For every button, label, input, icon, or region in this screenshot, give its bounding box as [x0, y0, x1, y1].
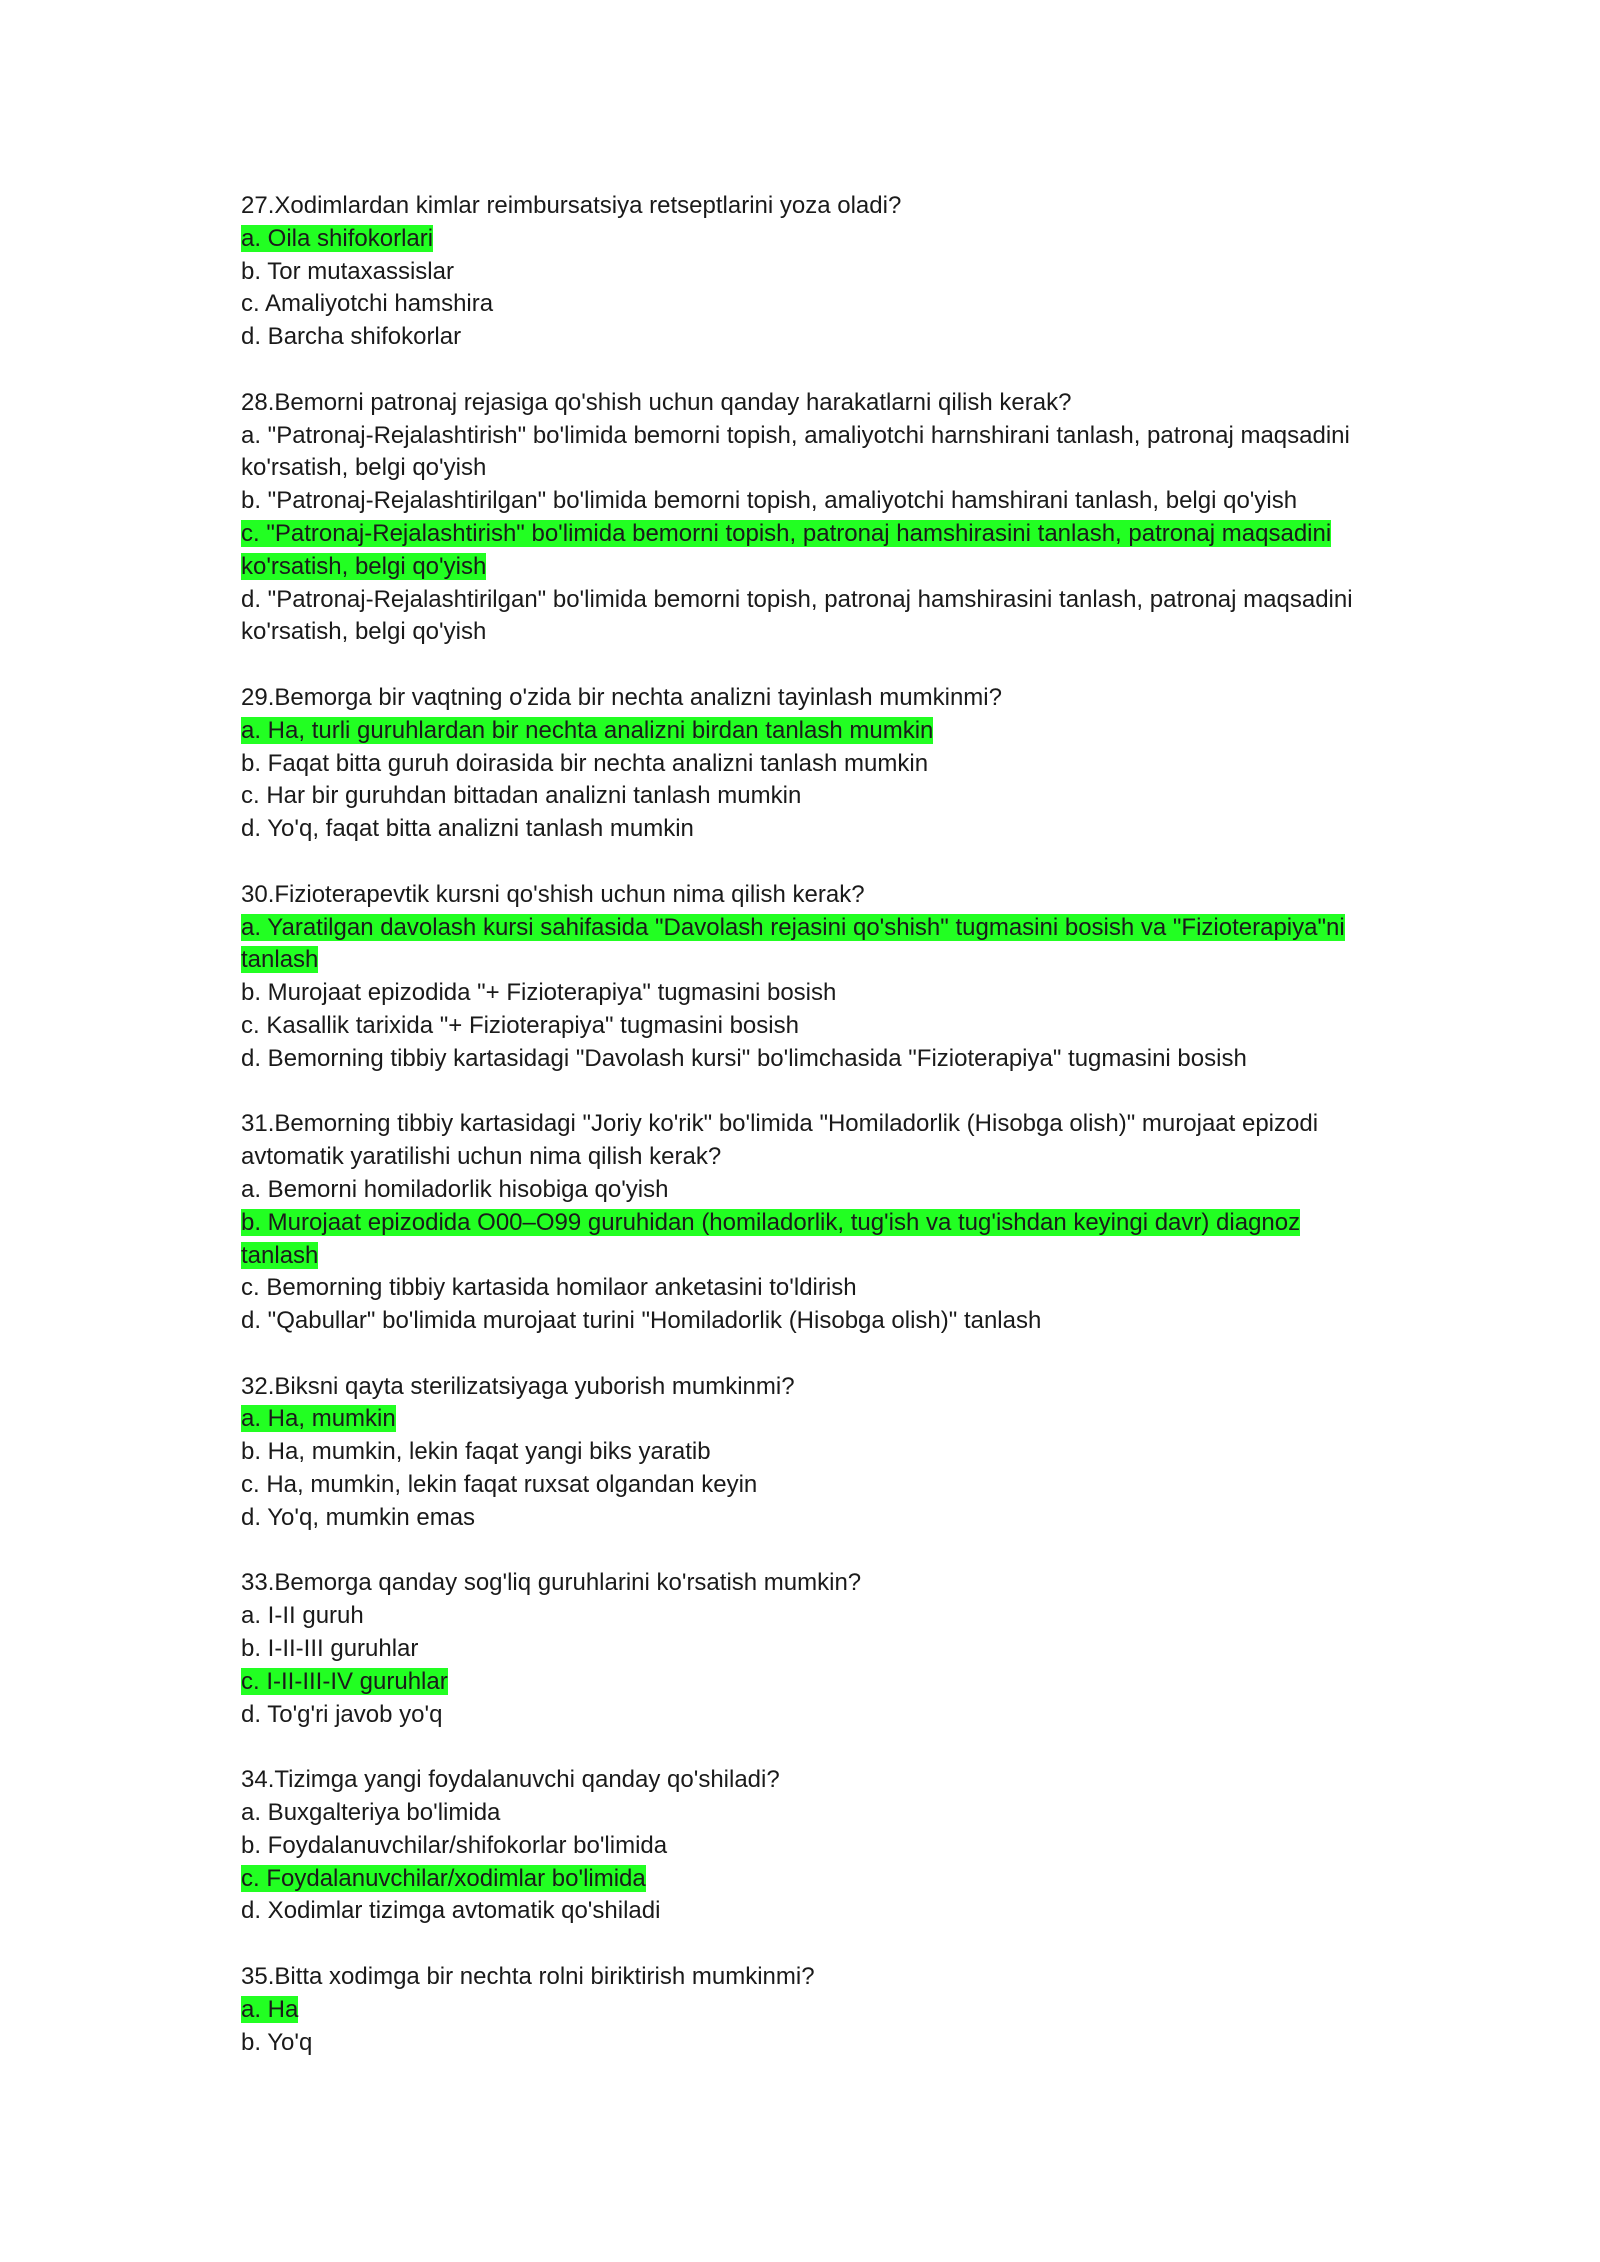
answer-option: d. Yo'q, mumkin emas [241, 1503, 476, 1531]
answer-option: c. Amaliyotchi hamshira [241, 290, 494, 318]
answer-option: b. I-II-III guruhlar [241, 1635, 419, 1663]
answer-option: c. Har bir guruhdan bittadan analizni tanlash mumkin [241, 782, 802, 810]
answer-option-text: a. Ha, mumkin [241, 1405, 396, 1433]
question-34 [241, 1764, 1361, 1928]
answer-option-text: c. I-II-III-IV guruhlar [241, 1667, 448, 1695]
answer-option: b. Ha, mumkin, lekin faqat yangi biks yaratib [241, 1438, 711, 1466]
answer-option: d. Yo'q, faqat bitta analizni tanlash mumkin [241, 815, 694, 843]
answer-option: a. Buxgalteriya bo'limida [241, 1799, 501, 1827]
question-30 [241, 879, 1361, 1076]
answer-option: c. Kasallik tarixida "+ Fizioterapiya" tugmasini bosish [241, 1011, 799, 1039]
question-35 [241, 1961, 1361, 2059]
answer-option: b. "Patronaj-Rejalashtirilgan" bo'limida bemorni topish, amaliyotchi hamshirani tanlash, belgi qo'yish [241, 487, 1298, 515]
question-prompt: 30.Fizioterapevtik kursni qo'shish uchun nima qilish kerak? [241, 880, 865, 908]
answer-option: c. Bemorning tibbiy kartasida homilaor anketasini to'ldirish [241, 1274, 857, 1302]
question-27 [241, 190, 1361, 354]
answer-option-text: c. "Patronaj-Rejalashtirish" bo'limida bemorni topish, patronaj hamshirasini tanlash, patronaj maqsadini ko'rsatish, belgi qo'yish [241, 519, 1332, 580]
answer-option-text: b. Murojaat epizodida O00–O99 guruhidan (homiladorlik, tug'ish va tug'ishdan keyingi davr) diagnoz tanlash [241, 1208, 1301, 1269]
answer-option: b. Yo'q [241, 2028, 313, 2056]
question-33 [241, 1567, 1361, 1731]
question-prompt: 29.Bemorga bir vaqtning o'zida bir nechta analizni tayinlash mumkinmi? [241, 683, 1002, 711]
answer-option-correct [241, 715, 1361, 748]
answer-option: c. Ha, mumkin, lekin faqat ruxsat olgandan keyin [241, 1471, 758, 1499]
question-28 [241, 387, 1361, 649]
answer-option-text: a. Ha, turli guruhlardan bir nechta analizni birdan tanlash mumkin [241, 716, 934, 744]
answer-option-correct [241, 223, 1361, 256]
answer-option-text: a. Ha [241, 1995, 299, 2023]
question-29 [241, 682, 1361, 846]
answer-option-correct [241, 1666, 1361, 1699]
question-31 [241, 1108, 1361, 1338]
answer-option-correct [241, 1863, 1361, 1896]
answer-option: b. Murojaat epizodida "+ Fizioterapiya" tugmasini bosish [241, 979, 837, 1007]
question-prompt: 35.Bitta xodimga bir nechta rolni biriktirish mumkinmi? [241, 1963, 815, 1991]
quiz-page [241, 190, 1361, 2092]
question-prompt: 32.Biksni qayta sterilizatsiyaga yuborish mumkinmi? [241, 1372, 795, 1400]
answer-option: d. "Qabullar" bo'limida murojaat turini "Homiladorlik (Hisobga olish)" tanlash [241, 1307, 1042, 1335]
answer-option: d. "Patronaj-Rejalashtirilgan" bo'limida bemorni topish, patronaj hamshirasini tanlash, patronaj maqsadini ko'rsatish, belgi qo'yish [241, 585, 1353, 646]
answer-option-text: a. Yaratilgan davolash kursi sahifasida "Davolash rejasini qo'shish" tugmasini bosish va "Fizioterapiya"ni tanlash [241, 913, 1345, 974]
question-prompt: 31.Bemorning tibbiy kartasidagi "Joriy ko'rik" bo'limida "Homiladorlik (Hisobga olish)" murojaat epizodi avtomatik yaratilishi uchun nima qilish kerak? [241, 1110, 1319, 1171]
answer-option: b. Faqat bitta guruh doirasida bir nechta analizni tanlash mumkin [241, 749, 929, 777]
answer-option-text: a. Oila shifokorlari [241, 224, 434, 252]
answer-option: b. Foydalanuvchilar/shifokorlar bo'limida [241, 1831, 668, 1859]
question-32 [241, 1371, 1361, 1535]
answer-option: a. Bemorni homiladorlik hisobiga qo'yish [241, 1175, 669, 1203]
answer-option: d. Bemorning tibbiy kartasidagi "Davolash kursi" bo'limchasida "Fizioterapiya" tugmasini bosish [241, 1044, 1247, 1072]
answer-option: a. I-II guruh [241, 1602, 364, 1630]
answer-option: b. Tor mutaxassislar [241, 257, 454, 285]
question-prompt: 33.Bemorga qanday sog'liq guruhlarini ko'rsatish mumkin? [241, 1569, 862, 1597]
answer-option-correct [241, 912, 1361, 978]
answer-option: a. "Patronaj-Rejalashtirish" bo'limida bemorni topish, amaliyotchi harnshirani tanlash, patronaj maqsadini ko'rsatish, belgi qo'yish [241, 421, 1350, 482]
answer-option-correct [241, 1207, 1361, 1273]
answer-option-correct [241, 518, 1361, 584]
question-prompt: 34.Tizimga yangi foydalanuvchi qanday qo'shiladi? [241, 1766, 780, 1794]
answer-option: d. Xodimlar tizimga avtomatik qo'shiladi [241, 1897, 661, 1925]
question-prompt: 27.Xodimlardan kimlar reimbursatsiya retseptlarini yoza oladi? [241, 192, 902, 219]
answer-option-correct [241, 1994, 1361, 2027]
answer-option-text: c. Foydalanuvchilar/xodimlar bo'limida [241, 1864, 646, 1892]
answer-option: d. Barcha shifokorlar [241, 323, 462, 351]
answer-option: d. To'g'ri javob yo'q [241, 1700, 443, 1728]
question-prompt: 28.Bemorni patronaj rejasiga qo'shish uchun qanday harakatlarni qilish kerak? [241, 388, 1072, 416]
answer-option-correct [241, 1403, 1361, 1436]
